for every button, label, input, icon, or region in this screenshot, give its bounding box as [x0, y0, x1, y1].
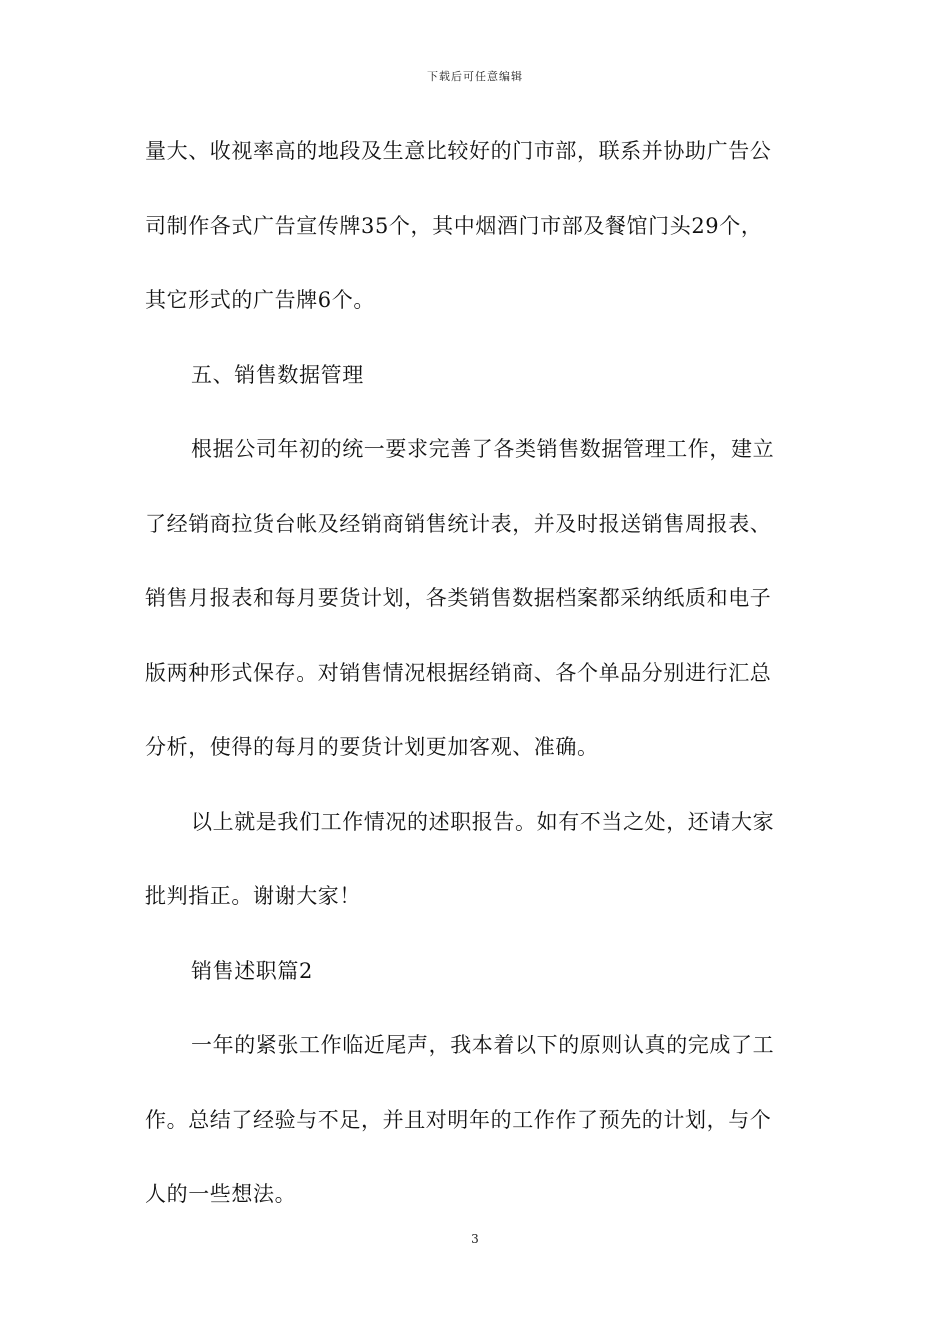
body-line: 分析，使得的每月的要货计划更加客观、准确。: [145, 735, 599, 759]
body-line: 批判指正。谢谢大家！: [145, 884, 361, 908]
body-line: 根据公司年初的统一要求完善了各类销售数据管理工作，建立: [191, 437, 775, 461]
body-line: 以上就是我们工作情况的述职报告。如有不当之处，还请大家: [191, 809, 775, 834]
body-line: 版两种形式保存。对销售情况根据经销商、各个单品分别进行汇总: [145, 660, 772, 685]
section-heading: 五、销售数据管理: [191, 362, 364, 387]
body-line: 量大、收视率高的地段及生意比较好的门市部，联系并协助广告公: [145, 139, 772, 163]
body-line: 司制作各式广告宣传牌35个，其中烟酒门市部及餐馆门头29个，: [145, 213, 763, 238]
body-line: 了经销商拉货台帐及经销商销售统计表，并及时报送销售周报表、: [145, 511, 772, 536]
body-line: 人的一些想法。: [145, 1182, 297, 1206]
body-line: 作。总结了经验与不足，并且对明年的工作作了预先的计划，与个: [145, 1107, 772, 1132]
body-line: 其它形式的广告牌6个。: [145, 288, 375, 312]
document-body: [145, 128, 810, 1246]
body-line: 销售月报表和每月要货计划，各类销售数据档案都采纳纸质和电子: [145, 586, 772, 610]
page-header: 下载后可任意编辑: [427, 70, 523, 83]
page-number: 3: [471, 1232, 479, 1246]
section-heading: 销售述职篇2: [191, 958, 313, 983]
body-line: 一年的紧张工作临近尾声，我本着以下的原则认真的完成了工: [191, 1033, 775, 1057]
